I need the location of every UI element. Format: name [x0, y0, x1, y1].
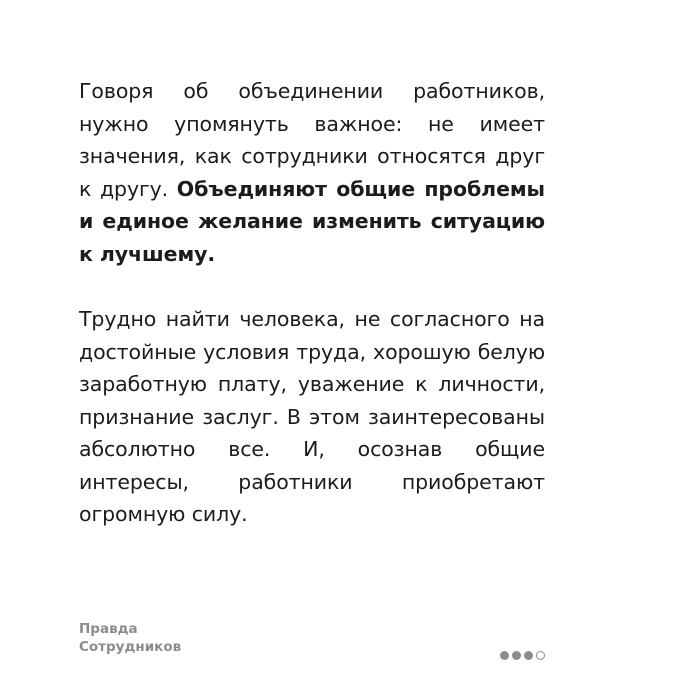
pager-dot-1[interactable]	[500, 651, 509, 660]
paragraph-1-text: Говоря об объединении работников, нужно упомянуть важное: не имеет значения, как сотрудники относятся друг к другу.	[79, 79, 545, 201]
paragraph-1-emphasis: Объединяют общие проблемы и единое желание изменить ситуацию к лучшему.	[79, 176, 545, 266]
paragraph-1	[79, 75, 545, 270]
brand-line-2: Сотрудников	[79, 638, 182, 655]
article-body	[79, 75, 545, 531]
pager-dot-3[interactable]	[524, 651, 533, 660]
carousel-pager	[500, 651, 545, 660]
brand-logo	[79, 621, 181, 656]
pager-dot-2[interactable]	[512, 651, 521, 660]
paragraph-2: Трудно найти человека, не согласного на достойные условия труда, хорошую белую заработную плату, уважение к личности, признание заслуг. В этом заинтересованы абсолютно все. И, осознав общие интересы, работники приобретают огромную силу.	[79, 307, 545, 526]
brand-line-1: Правда	[79, 621, 138, 637]
pager-dot-4[interactable]	[536, 651, 545, 660]
